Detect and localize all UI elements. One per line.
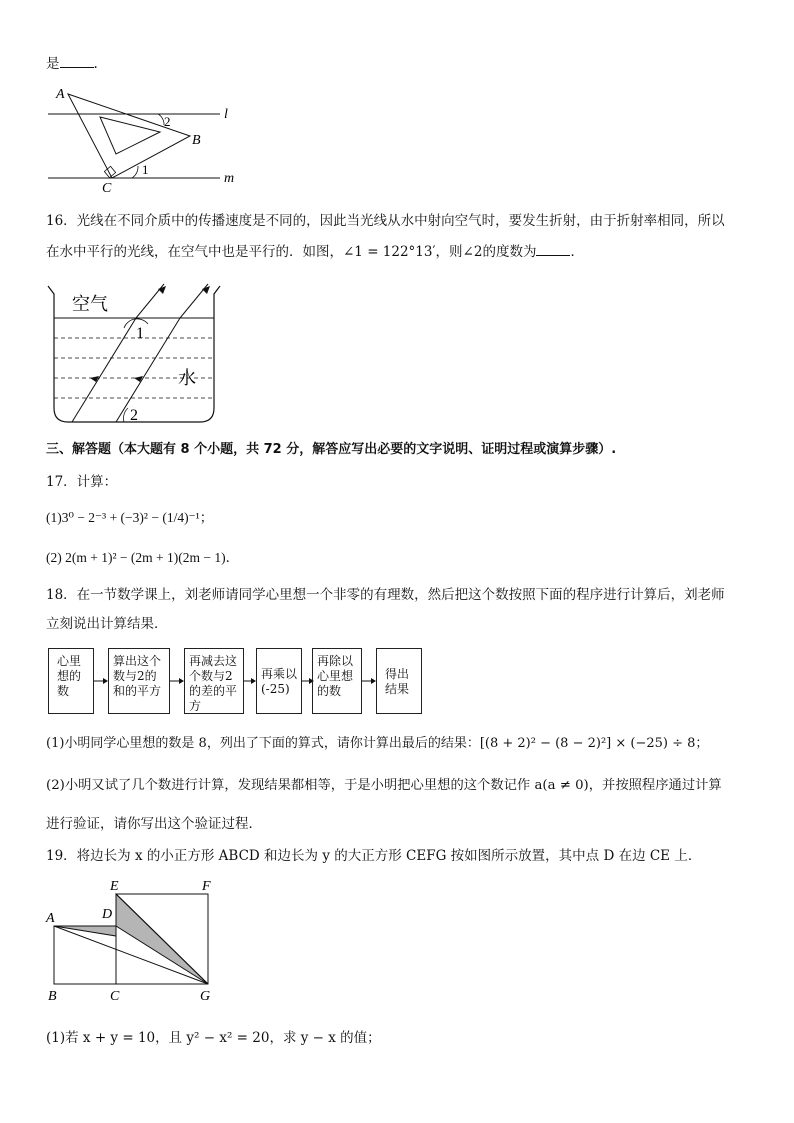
q16-line2: 在水中平行的光线，在空气中也是平行的．如图，∠1 = 122°13′，则∠2的度数为 ． xyxy=(46,244,584,260)
q17-part2: (2) 2(m + 1)² − (2m + 1)(2m − 1)． xyxy=(46,550,240,565)
flow-step-3: 再减去这个数与2的差的平方 xyxy=(184,648,244,714)
angle-2-label: 2 xyxy=(164,114,171,129)
flow-arrow-icon xyxy=(362,676,376,686)
label-A: A xyxy=(46,911,55,926)
flow-arrow-icon xyxy=(94,676,108,686)
q18-line1: 18．在一节数学课上，刘老师请同学心里想一个非零的有理数，然后把这个数按照下面的程序进行计算后，刘老师 xyxy=(46,587,725,603)
label-D: D xyxy=(102,907,113,922)
answer-blank xyxy=(60,54,94,68)
q15-figure xyxy=(40,82,250,197)
flow-arrow-icon xyxy=(170,676,184,686)
q19-part1: (1)若 x + y = 10，且 y² − x² = 20，求 y − x 的值； xyxy=(46,1030,381,1046)
answer-blank xyxy=(536,242,570,256)
angle-1-label: 1 xyxy=(142,162,149,177)
angle-2-label: 2 xyxy=(130,407,138,424)
section-heading: 三、解答题（本大题有 8 个小题，共 72 分，解答应写出必要的文字说明、证明过程或演算步骤）. xyxy=(46,442,617,457)
flow-step-2: 算出这个数与2的和的平方 xyxy=(108,648,170,714)
q15-tail: 是 . xyxy=(46,56,98,72)
water-label: 水 xyxy=(178,368,196,388)
flow-step-6: 得出结果 xyxy=(376,648,422,714)
label-C: C xyxy=(110,989,120,1004)
label-C: C xyxy=(102,181,112,196)
q18-part2-line2: 进行验证，请你写出这个验证过程． xyxy=(46,816,262,832)
line-m-label: m xyxy=(224,171,235,186)
label-G: G xyxy=(200,989,211,1004)
air-label: 空气 xyxy=(72,294,108,314)
label-B: B xyxy=(192,133,201,148)
line-l-label: l xyxy=(224,107,228,122)
label-B: B xyxy=(48,989,57,1004)
q18-part1: (1)小明同学心里想的数是 8，列出了下面的算式，请你计算出最后的结果：[(8 + 2)² − (8 − 2)²] × (−25) ÷ 8； xyxy=(46,736,709,751)
q19-line1: 19．将边长为 x 的小正方形 ABCD 和边长为 y 的大正方形 CEFG 按如图所示放置，其中点 D 在边 CE 上． xyxy=(46,848,702,864)
angle-1-label: 1 xyxy=(136,325,144,342)
q17-part1: (1)3⁰ − 2⁻³ + (−3)² − (1/4)⁻¹； xyxy=(46,510,214,525)
q18-line2: 立刻说出计算结果． xyxy=(46,616,168,632)
flow-step-4: 再乘以(-25) xyxy=(256,648,302,714)
q16-line1: 16．光线在不同介质中的传播速度是不同的，因此当光线从水中射向空气时，要发生折射，由于折射率相同，所以 xyxy=(46,213,725,229)
flow-step-1: 心里想的数 xyxy=(48,648,94,714)
q17-title: 17．计算： xyxy=(46,474,118,490)
q18-part2-line1: (2)小明又试了几个数进行计算，发现结果都相等，于是小明把心里想的这个数记作 a(a ≠ 0)，并按照程序通过计算 xyxy=(46,778,722,793)
q19-squares-figure xyxy=(44,876,224,1006)
flow-step-5: 再除以心里想的数 xyxy=(312,648,362,714)
label-A: A xyxy=(56,87,65,102)
flow-arrow-icon xyxy=(244,676,256,686)
label-F: F xyxy=(202,879,211,894)
q16-beaker-figure xyxy=(44,280,224,428)
label-E: E xyxy=(110,879,119,894)
